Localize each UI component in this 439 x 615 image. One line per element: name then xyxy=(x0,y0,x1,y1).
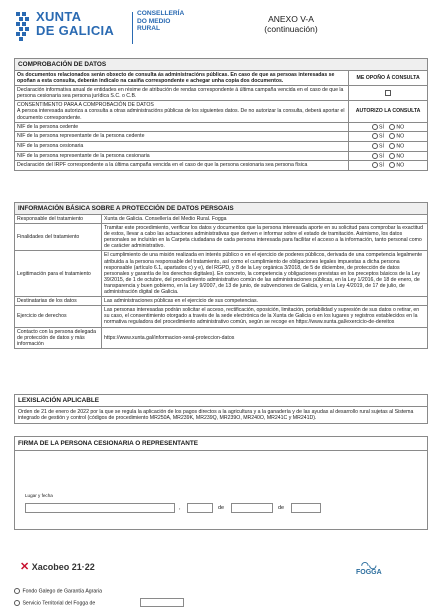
privacy-label: Responsable del tratamiento xyxy=(15,215,102,224)
fogga-mark-icon: ◠◡ xyxy=(360,560,377,570)
dept-line1: CONSELLERÍA xyxy=(137,10,185,17)
dept-line2: DO MEDIO xyxy=(137,17,171,25)
consent-options xyxy=(349,122,427,132)
no-radio[interactable] xyxy=(389,143,395,149)
legislation-text: Orden de 21 de enero de 2022 por la que se regula la aplicación de los pagos directos a la agricultura y a la ganadería y de las ayudas al desarrollo rural sujetas al Sistema integrado de gestión y control (códigos de procedimiento MR250A, MR239K, MR239Q, MR239O, MR240O, MR241C y MR241D). xyxy=(18,409,414,422)
no-radio[interactable] xyxy=(389,162,395,168)
yes-radio[interactable] xyxy=(372,153,378,159)
no-option[interactable] xyxy=(389,124,404,130)
oppose-header: ME OPOÑO Á CONSULTA xyxy=(349,71,427,86)
year-field[interactable] xyxy=(291,503,321,513)
data-check-title: COMPROBACIÓN DE DATOS xyxy=(15,59,427,71)
privacy-label: Destinatarias de los datos xyxy=(15,297,102,306)
brand-line2: DE GALICIA xyxy=(36,23,115,38)
yes-radio[interactable] xyxy=(372,124,378,130)
annex-title xyxy=(246,14,336,34)
no-radio[interactable] xyxy=(389,133,395,139)
territorial-service-field[interactable] xyxy=(140,598,184,607)
consent-row: NIF de la persona cedente xyxy=(15,122,349,132)
yes-label: SÍ xyxy=(379,162,384,169)
no-option[interactable] xyxy=(389,143,404,149)
footer-line-1-text: Fondo Galego de Garantía Agraria xyxy=(22,588,103,595)
department-name xyxy=(137,10,184,33)
no-radio[interactable] xyxy=(389,124,395,130)
comma-sep: , xyxy=(179,505,181,511)
privacy-text: El cumplimiento de una misión realizada en interés público o en el ejercicio de poderes públicos, derivada de una competencia legalmente atribuida a la persona responsable del tratamiento, así como el cumplimiento de obligaciones legales impuestas a dicha persona responsable (artículo 6.1, apartados c) y e), del RGPD, y 8 de la Ley orgánica 3/2018, de 5 de diciembre, de protección de datos personales y garantía de los derechos digitales). En concreto, la competencia y obligaciones previstas en los preceptos básicos de la Ley 39/2015, de 1 de octubre, del procedimiento administrativo común de las administraciones públicas, en la Ley 1/2016, de 18 de enero, de transparencia y buen gobierno, en la Ley 9/2007, de 13 de junio, de subvenciones de Galicia, y en la Ley 4/2019, de 17 de julio, de administración digital de Galicia. xyxy=(102,251,427,297)
consent-options xyxy=(349,132,427,142)
xacobeo-mark-icon: ✕ xyxy=(20,561,30,573)
yes-radio[interactable] xyxy=(372,162,378,168)
fogga-logo xyxy=(356,562,382,576)
authorize-header: AUTORIZO LA CONSULTA xyxy=(349,101,427,122)
yes-option[interactable] xyxy=(372,133,384,139)
place-field[interactable] xyxy=(25,503,175,513)
annex-subtitle: (continuación) xyxy=(264,24,318,34)
consent-row: NIF de la persona cesionaria xyxy=(15,142,349,152)
oppose-checkbox[interactable] xyxy=(385,90,391,96)
consent-block xyxy=(15,101,349,122)
no-label: NO xyxy=(396,143,405,150)
xacobeo-logo-text: Xacobeo 21·22 xyxy=(31,562,95,572)
yes-label: SÍ xyxy=(379,153,384,160)
de-label-1: de xyxy=(218,505,225,511)
privacy-table xyxy=(15,215,427,348)
month-field[interactable] xyxy=(231,503,273,513)
signature-area[interactable] xyxy=(15,451,427,529)
place-date-row xyxy=(25,503,417,515)
yes-label: SÍ xyxy=(379,143,384,150)
de-label-2: de xyxy=(278,505,285,511)
no-option[interactable] xyxy=(389,153,404,159)
data-check-intro: Os documentos relacionados serán obxecto de consulta ás administracións públicas. En caso de que as persoas interesadas se opoñan a esta consulta, deberán indicalo na casiña correspondente e achegar unha copia dos documentos. xyxy=(15,71,349,86)
data-check-section xyxy=(14,58,428,171)
footer-line-1 xyxy=(14,588,314,594)
consent-row: NIF de la persona representante de la persona cesionaria xyxy=(15,151,349,161)
yes-radio[interactable] xyxy=(372,133,378,139)
no-label: NO xyxy=(396,133,405,140)
consent-options xyxy=(349,161,427,170)
consent-row: NIF de la persona representante de la persona cedente xyxy=(15,132,349,142)
privacy-title: INFORMACIÓN BÁSICA SOBRE A PROTECCIÓN DE DATOS PERSOAIS xyxy=(15,203,427,215)
xunta-logo-icon xyxy=(14,12,32,42)
logo-divider xyxy=(132,12,133,44)
privacy-text: Xunta de Galicia. Consellería del Medio Rural. Fogga xyxy=(102,215,427,224)
dept-line3: RURAL xyxy=(137,25,161,33)
footer-line-2-text: Servicio Territorial del Fogga de xyxy=(22,600,96,607)
annex-title-text: ANEXO V-A xyxy=(268,14,314,24)
privacy-label: Legitimación para el tratamiento xyxy=(15,251,102,297)
no-radio[interactable] xyxy=(389,153,395,159)
fogga-logo-text: FOGGA xyxy=(356,569,382,576)
yes-radio[interactable] xyxy=(372,143,378,149)
no-option[interactable] xyxy=(389,162,404,168)
legislation-title: LEXISLACIÓN APLICABLE xyxy=(15,395,427,407)
consent-options xyxy=(349,142,427,152)
legislation-section xyxy=(14,394,428,424)
brand-name xyxy=(36,10,114,38)
oppose-cell xyxy=(349,86,427,101)
footer-radio-1[interactable] xyxy=(14,588,20,594)
no-label: NO xyxy=(396,153,405,160)
privacy-text: Tramitar este procedimiento, verificar los datos y documentos que la persona interesada aporte en su solicitud para comprobar la exactitud de estos, llevar a cabo las actuaciones administrativas que deriven e informar sobre el estado de tramitación. Asimismo, los datos personales se incluirán en la Carpeta ciudadana de cada persona interesada para facilitar el acceso a la información, tanto personal como de carácter administrativo. xyxy=(102,224,427,251)
privacy-label: Contacto con la persona delegada de protección de datos y más información xyxy=(15,327,102,348)
declaration-row: Declaración informativa anual de entidades en réxime de atribución de rendas correspondente á última campaña vencida en el caso de que la persona cesionaria sea persona jurídica S.C. o C.B. xyxy=(15,86,349,101)
no-option[interactable] xyxy=(389,133,404,139)
signature-title: FIRMA DE LA PERSONA CESIONARIA O REPRESENTANTE xyxy=(15,437,427,451)
signature-section xyxy=(14,436,428,530)
day-field[interactable] xyxy=(187,503,213,513)
yes-label: SÍ xyxy=(379,124,384,131)
xacobeo-logo xyxy=(20,560,95,573)
privacy-section xyxy=(14,202,428,349)
footer-radio-2[interactable] xyxy=(14,600,20,606)
yes-option[interactable] xyxy=(372,162,384,168)
privacy-text: Las administraciones públicas en el ejercicio de sus competencias. xyxy=(102,297,427,306)
privacy-text: Las personas interesadas podrán solicitar el acceso, rectificación, oposición, limitación, portabilidad y supresión de sus datos o retirar, en su caso, el consentimiento otorgado a través de la sede electrónica de la Xunta de Galicia o en los lugares y registros establecidos en la normativa reguladora del procedimiento administrativo común, según se recoge en https://www.xunta.gal/exercicio-de-dereitos xyxy=(102,306,427,327)
consent-text: A persoa interesada autoriza a consulta a otras administracións públicas de los siguientes datos. De no autorizar la consulta, deberá aportar el documento correspondente. xyxy=(17,108,345,121)
consent-row: Declaración del IRPF correspondente a la última campaña vencida en el caso de que la persona cesionaria sea persona física xyxy=(15,161,349,170)
no-label: NO xyxy=(396,124,405,131)
privacy-text: https://www.xunta.gal/informacion-xeral-proteccion-datos xyxy=(102,327,427,348)
no-label: NO xyxy=(396,162,405,169)
privacy-label: Ejercicio de derechos xyxy=(15,306,102,327)
yes-option[interactable] xyxy=(372,153,384,159)
brand-line1: XUNTA xyxy=(36,9,82,24)
privacy-label: Finalidades del tratamiento xyxy=(15,224,102,251)
yes-label: SÍ xyxy=(379,133,384,140)
data-check-table xyxy=(15,71,427,170)
yes-option[interactable] xyxy=(372,143,384,149)
consent-heading: CONSENTIMENTO PARA A COMPROBACIÓN DE DATOS xyxy=(17,102,154,109)
place-date-label: Lugar y fecha xyxy=(25,493,53,498)
yes-option[interactable] xyxy=(372,124,384,130)
consent-options xyxy=(349,151,427,161)
page-header xyxy=(14,8,428,50)
